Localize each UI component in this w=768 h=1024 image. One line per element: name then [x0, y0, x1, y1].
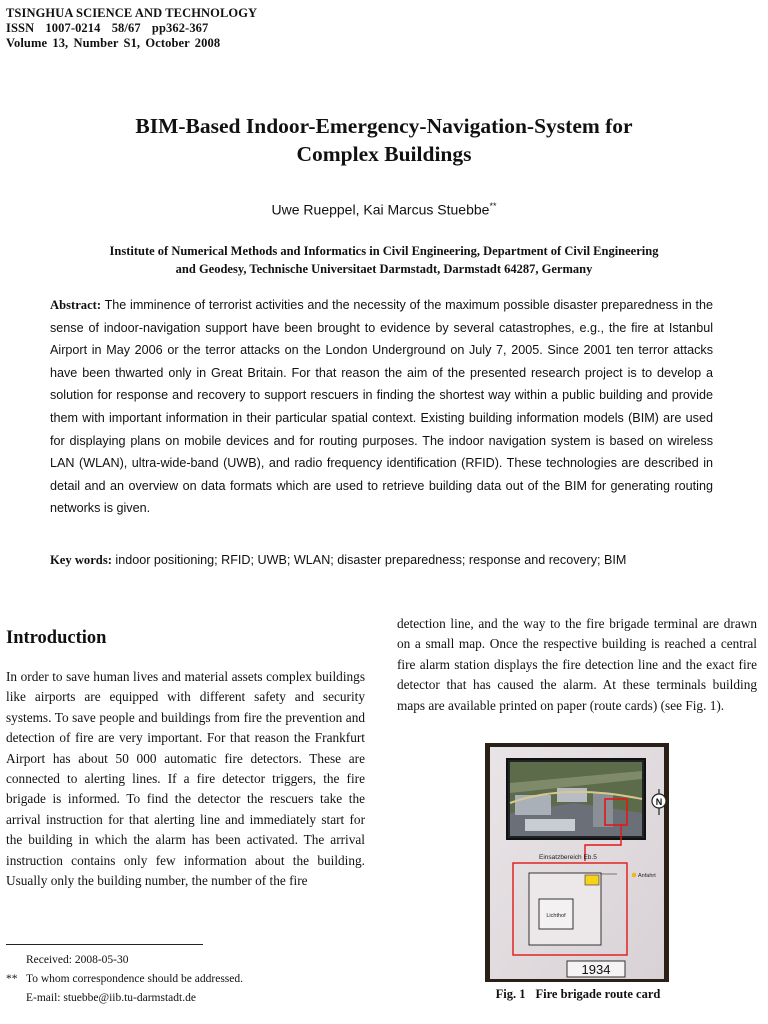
title-line-2: Complex Buildings: [296, 142, 472, 166]
route-card-illustration: [485, 743, 669, 982]
intro-paragraph-right: detection line, and the way to the fire brigade terminal are drawn on a small map. Once the respective building is reached a central fire alarm station displays the fire detection line and the exact fire detector that has caused the alarm. At these terminals building maps are available printed on paper (route cards) (see Fig. 1).: [397, 616, 757, 713]
affiliation-line-1: Institute of Numerical Methods and Informatics in Civil Engineering, Department of Civil Engineering: [109, 244, 659, 258]
abstract-label: Abstract:: [50, 298, 102, 312]
footnote-received: Received: 2008-05-30: [26, 954, 129, 966]
section-heading-introduction: Introduction: [6, 628, 107, 648]
journal-name: TSINGHUA SCIENCE AND TECHNOLOGY: [6, 6, 258, 20]
intro-paragraph-left: In order to save human lives and material assets complex buildings like airports are equipped with different safety and security systems. To save people and buildings from fire the prevention and detection of fire are very important. For that reason the Frankfurt Airport has about 50 000 automatic fire detectors. These are connected to alerting lines. If a fire detector triggers, the fire brigade is informed. To find the detector the rescuers take the arrival instruction for that alerting line and immediately start for the building in which the alarm has been activated. The arrival instruction contains only few information about the building. Usually only the building number, the number of the fire: [6, 669, 365, 889]
footnote-correspondence: To whom correspondence should be addressed.: [26, 973, 243, 985]
footnote-divider: [6, 944, 203, 945]
affiliation-line-2: and Geodesy, Technische Universitaet Darmstadt, Darmstadt 64287, Germany: [175, 262, 593, 276]
keywords-label: Key words:: [50, 553, 112, 567]
abstract: [50, 294, 713, 520]
abstract-text: The imminence of terrorist activities and the necessity of the maximum possible disaster preparedness in the sense of indoor-navigation support have been brought to evidence by several catastrophes, e.g., the fire at Istanbul Airport in May 2006 or the terror attacks on the London Underground on July 7, 2005. Since 2001 ten terror attacks have been thwarted only in Great Britain. For that reason the aim of the presented research project is to develop a solution for response and recovery to support rescuers in finding the shortest way within a public building and provide them with important information in their particular spatial context. Existing building information models (BIM) are used for displaying plans on mobile devices and for routing purposes. The indoor navigation system is based on wireless LAN (WLAN), ultra-wide-band (UWB), and radio frequency identification (RFID). These technologies are described in detail and an overview on data formats which are used to retrieve building data out of the BIM for generating routing networks is given.: [50, 298, 713, 516]
author-names: Uwe Rueppel, Kai Marcus Stuebbe: [271, 201, 490, 218]
footnote-email: E-mail: stuebbe@iib.tu-darmstadt.de: [26, 992, 196, 1004]
affiliation: [60, 242, 708, 278]
inset-heading: Einsatzbereich Eb.5: [539, 854, 597, 861]
keywords: [50, 553, 713, 568]
figure-label: Fig. 1: [495, 987, 526, 1001]
legend-anfahrt: Anfahrt: [638, 873, 656, 879]
north-arrow-label: N: [655, 797, 663, 807]
journal-volume: Volume 13, Number S1, October 2008: [6, 36, 221, 50]
figure-caption-text: Fire brigade route card: [535, 987, 661, 1001]
authors: [60, 201, 708, 218]
title-line-1: BIM-Based Indoor-Emergency-Navigation-System for: [135, 114, 633, 138]
figure-route-card-photo: [485, 743, 669, 982]
figure-caption: [440, 987, 716, 1002]
journal-issn: ISSN 1007-0214 58/67 pp362-367: [6, 21, 209, 35]
keywords-text: indoor positioning; RFID; UWB; WLAN; disaster preparedness; response and recovery; BIM: [115, 553, 627, 567]
footnote-corr-mark: **: [6, 973, 18, 985]
journal-header: [6, 6, 257, 51]
author-footnote-mark: **: [489, 201, 497, 211]
building-label: Lichthof: [546, 913, 566, 919]
footnotes: [6, 951, 243, 1008]
card-number: 1934: [581, 962, 611, 977]
paper-title: [60, 112, 708, 168]
